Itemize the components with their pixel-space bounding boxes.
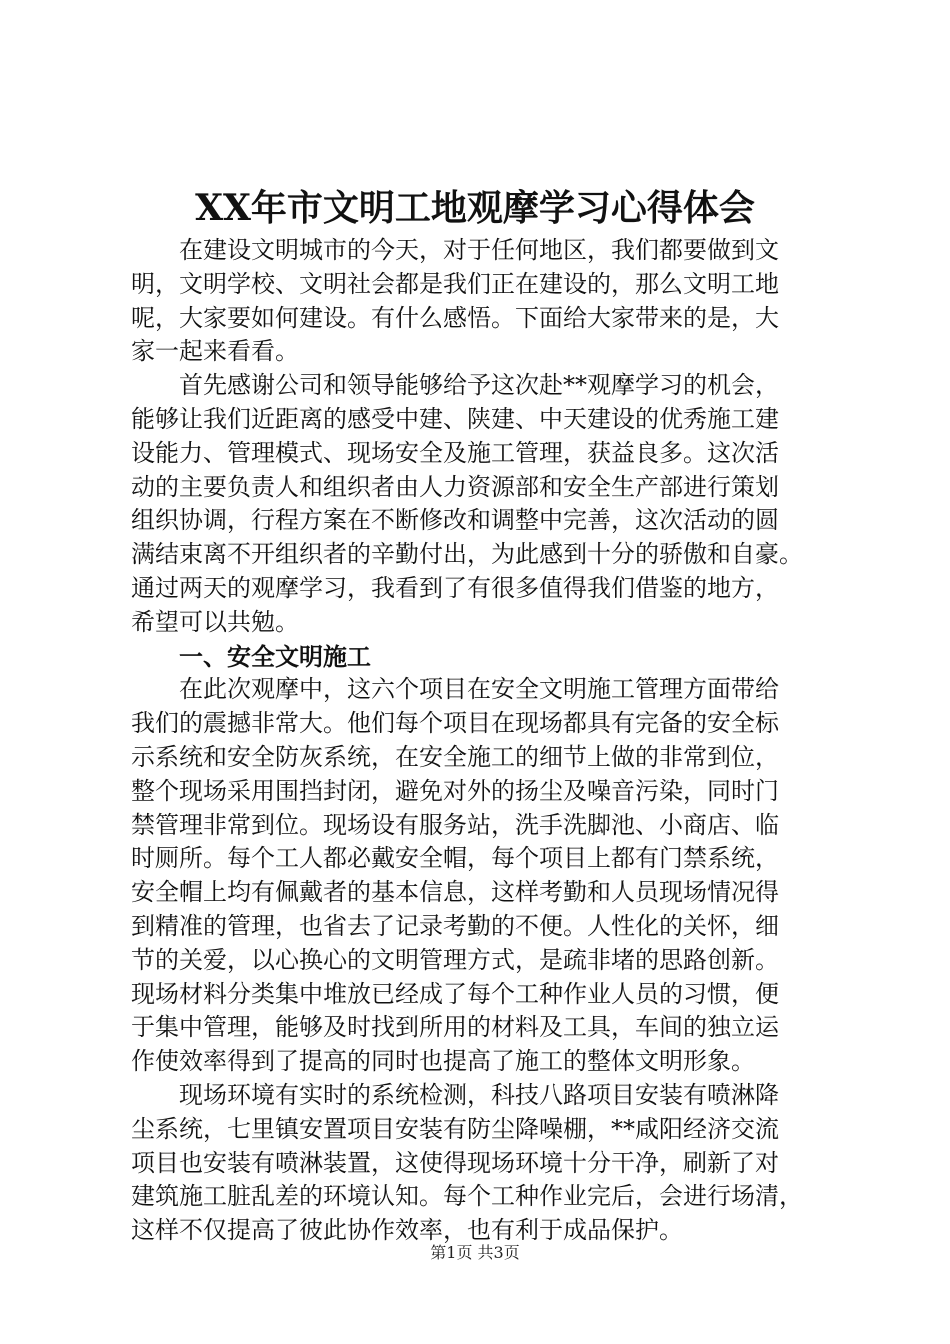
page-footer: 第1页 共3页 (430, 1243, 520, 1262)
paragraph-line: 时厕所。每个工人都必戴安全帽，每个项目上都有门禁系统， (131, 844, 779, 873)
paragraph-line: 家一起来看看。 (131, 337, 299, 366)
paragraph-line: 于集中管理，能够及时找到所用的材料及工具，车间的独立运 (131, 1013, 779, 1042)
paragraph-line: 这样不仅提高了彼此协作效率，也有利于成品保护。 (131, 1216, 683, 1245)
paragraph-line: 示系统和安全防灰系统，在安全施工的细节上做的非常到位， (131, 742, 779, 771)
document-title: XX年市文明工地观摩学习心得体会 (195, 187, 755, 229)
paragraph-line: 满结束离不开组织者的辛勤付出，为此感到十分的骄傲和自豪。 (131, 540, 803, 569)
paragraph-line: 到精准的管理，也省去了记录考勤的不便。人性化的关怀，细 (131, 911, 779, 940)
paragraph-line: 能够让我们近距离的感受中建、陕建、中天建设的优秀施工建 (131, 404, 779, 433)
paragraph-line: 安全帽上均有佩戴者的基本信息，这样考勤和人员现场情况得 (131, 878, 779, 907)
section-heading: 一、安全文明施工 (179, 641, 371, 671)
paragraph-line: 明，文明学校、文明社会都是我们正在建设的，那么文明工地 (131, 269, 779, 298)
paragraph-line: 尘系统，七里镇安置项目安装有防尘降噪棚，**咸阳经济交流 (131, 1114, 779, 1143)
paragraph-line: 设能力、管理模式、现场安全及施工管理，获益良多。这次活 (131, 438, 779, 467)
paragraph-line: 动的主要负责人和组织者由人力资源部和安全生产部进行策划 (131, 472, 779, 501)
paragraph-line: 现场环境有实时的系统检测，科技八路项目安装有喷淋降 (179, 1080, 779, 1109)
paragraph-line: 呢，大家要如何建设。有什么感悟。下面给大家带来的是，大 (131, 303, 779, 332)
paragraph-line: 希望可以共勉。 (131, 607, 299, 636)
paragraph-line: 建筑施工脏乱差的环境认知。每个工种作业完后，会进行场清， (131, 1182, 803, 1211)
paragraph-line: 首先感谢公司和领导能够给予这次赴**观摩学习的机会， (179, 371, 779, 400)
paragraph-line: 在此次观摩中，这六个项目在安全文明施工管理方面带给 (179, 675, 779, 704)
paragraph-line: 作使效率得到了提高的同时也提高了施工的整体文明形象。 (131, 1047, 755, 1076)
paragraph-line: 整个现场采用围挡封闭，避免对外的扬尘及噪音污染，同时门 (131, 776, 779, 805)
paragraph-line: 在建设文明城市的今天，对于任何地区，我们都要做到文 (179, 236, 779, 264)
paragraph-line: 我们的震撼非常大。他们每个项目在现场都具有完备的安全标 (131, 709, 779, 738)
paragraph-line: 项目也安装有喷淋装置，这使得现场环境十分干净，刷新了对 (131, 1148, 779, 1177)
paragraph-line: 禁管理非常到位。现场设有服务站，洗手洗脚池、小商店、临 (131, 810, 779, 839)
document-body (131, 234, 851, 1248)
paragraph-line: 组织协调，行程方案在不断修改和调整中完善，这次活动的圆 (131, 506, 779, 535)
paragraph-line: 节的关爱，以心换心的文明管理方式，是疏非堵的思路创新。 (131, 945, 779, 974)
paragraph-line: 通过两天的观摩学习，我看到了有很多值得我们借鉴的地方， (131, 573, 779, 602)
paragraph-line: 现场材料分类集中堆放已经成了每个工种作业人员的习惯，便 (131, 979, 779, 1008)
